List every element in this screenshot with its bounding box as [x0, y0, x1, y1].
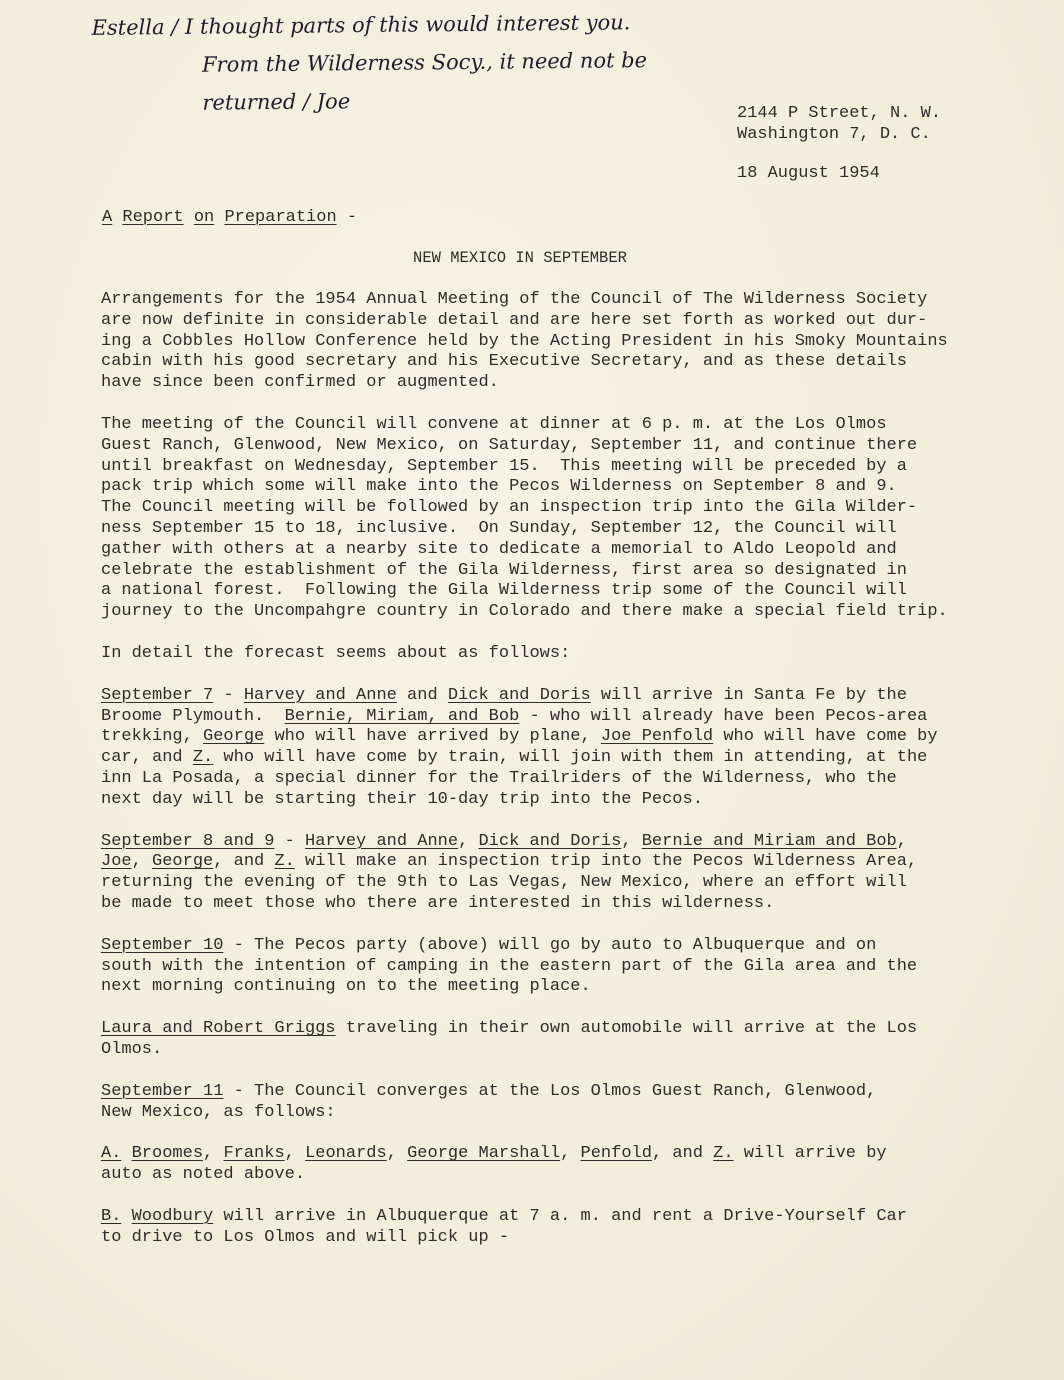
text-run: , and: [651, 1144, 714, 1164]
heading-dash: -: [346, 208, 358, 227]
person-name: Franks: [223, 1144, 285, 1164]
date-label: September 8 and 9: [101, 831, 275, 851]
heading-word: Preparation: [224, 208, 337, 227]
paragraph-arrangements: Arrangements for the 1954 Annual Meeting of the Council of The Wilderness Society are now definite in considerable detail and are here set forth as worked out dur- ing a Cobbles Hollow Conference held by the Acting President in his Smoky Mountains cabin with his good secretary and his Executive Secretary, and as these details have since been confirmed or augmented.: [101, 290, 948, 393]
text-run: [121, 1144, 131, 1163]
text-run: ,: [458, 831, 479, 851]
paragraph-griggs: [101, 1019, 991, 1061]
text-run: - The Council converges at the Los Olmos Guest Ranch, Glenwood, New Mexico, as follows:: [101, 1081, 877, 1122]
item-letter: A.: [101, 1144, 122, 1164]
text-run: ,: [203, 1144, 224, 1164]
paragraph-september-11: [101, 1082, 991, 1124]
heading-word: A: [102, 208, 113, 227]
person-name: Z.: [274, 852, 295, 872]
text-run: ,: [284, 1144, 306, 1164]
text-run: will arrive in Albuquerque at 7 a. m. and rent a Drive-Yourself Car to drive to Los Olmos and will pick up -: [101, 1206, 907, 1247]
text-run: -: [274, 831, 306, 851]
text-run: - who will already have been Pecos-area trekking,: [101, 706, 928, 747]
text-run: -: [213, 685, 244, 705]
letter-date: 18 August 1954: [737, 164, 880, 183]
text-run: ,: [896, 831, 907, 851]
heading-word: on: [193, 208, 215, 227]
person-name: Dick and Doris: [478, 831, 622, 851]
date-label: September 11: [101, 1081, 224, 1101]
document-title: NEW MEXICO IN SEPTEMBER: [413, 249, 627, 267]
person-name: Bernie and Miriam and Bob: [641, 831, 897, 851]
text-run: who will have come by train, will join with them in attending, at the inn La Posada, a special dinner for the Trailriders of the Wilderness, who the next day will be starting their 10-day trip into the Pecos.: [101, 748, 928, 809]
person-name: George Marshall: [407, 1144, 561, 1164]
date-label: September 10: [101, 935, 224, 955]
text-run: ,: [386, 1144, 408, 1164]
paragraph-forecast: In detail the forecast seems about as follows:: [101, 643, 571, 663]
text-run: who will have come by car, and: [101, 727, 938, 768]
text-run: [121, 1207, 131, 1226]
text-run: will make an inspection trip into the Pecos Wilderness Area, returning the evening of the 9th to Las Vegas, New Mexico, where an effort will be made to meet those who there are interested in this wilderness.: [101, 852, 918, 913]
text-run: who will have arrived by plane,: [264, 727, 601, 747]
text-run: traveling in their own automobile will arrive at the Los Olmos.: [101, 1019, 918, 1059]
person-name: Joe: [101, 852, 132, 872]
handwritten-line-2: From the Wilderness Socy., it need not be: [201, 48, 648, 77]
person-name: Dick and Doris: [447, 685, 591, 705]
item-letter: B.: [101, 1206, 122, 1226]
text-run: will arrive by auto as noted above.: [101, 1144, 887, 1185]
paragraph-september-8-9: [101, 832, 991, 915]
person-name: Broomes: [131, 1144, 204, 1164]
person-name: Laura and Robert Griggs: [101, 1019, 336, 1039]
person-name: Harvey and Anne: [243, 685, 397, 705]
sender-address: [737, 103, 941, 145]
person-name: George: [152, 852, 214, 872]
text-run: , and: [213, 852, 275, 872]
text-run: ,: [621, 831, 642, 851]
report-heading: [102, 208, 357, 227]
handwritten-line-3: returned / Joe: [202, 89, 351, 115]
paragraph-item-b: [101, 1207, 991, 1249]
letter-body: [101, 290, 991, 1269]
person-name: Z.: [192, 748, 214, 768]
text-run: - The Pecos party (above) will go by auto to Albuquerque and on south with the intention of camping in the eastern part of the Gila area and the next morning continuing on to the meeting place.: [101, 935, 918, 997]
paragraph-september-7: [101, 686, 991, 811]
address-line-1: 2144 P Street, N. W.: [737, 104, 942, 123]
person-name: Z.: [713, 1144, 734, 1164]
person-name: George: [203, 727, 265, 747]
person-name: Penfold: [580, 1144, 652, 1164]
person-name: Harvey and Anne: [305, 831, 459, 851]
text-run: ,: [131, 852, 153, 872]
text-run: will arrive in Santa Fe by the Broome Plymouth.: [101, 685, 907, 726]
person-name: Bernie, Miriam, and Bob: [284, 706, 520, 726]
paragraph-item-a: [101, 1144, 991, 1186]
handwritten-line-1: Estella / I thought parts of this would interest you.: [91, 10, 631, 40]
text-run: ,: [560, 1144, 581, 1164]
address-line-2: Washington 7, D. C.: [737, 125, 931, 144]
paragraph-september-10: [101, 936, 991, 998]
date-label: September 7: [101, 685, 214, 705]
person-name: Woodbury: [131, 1206, 214, 1226]
person-name: Leonards: [305, 1144, 387, 1164]
paragraph-meeting: The meeting of the Council will convene at dinner at 6 p. m. at the Los Olmos Guest Ranch, Glenwood, New Mexico, on Saturday, September 11, and continue there until breakfast on Wednesday, September 15. This meeting will be preceded by a pack trip which some will make into the Pecos Wilderness on September 8 and 9. The Council meeting will be followed by an inspection trip into the Gila Wilder- ness September 15 to 18, inclusive. On Sunday, September 12, the Council will gather with others at a nearby site to dedicate a memorial to Aldo Leopold and celebrate the establishment of the Gila Wilderness, first area so designated in a national forest. Following the Gila Wilderness trip some of the Council will journey to the Uncompahgre country in Colorado and there make a special field trip.: [101, 414, 948, 622]
person-name: Joe Penfold: [600, 727, 714, 747]
handwritten-note: [91, 3, 647, 123]
text-run: and: [396, 685, 448, 705]
heading-word: Report: [122, 208, 184, 227]
